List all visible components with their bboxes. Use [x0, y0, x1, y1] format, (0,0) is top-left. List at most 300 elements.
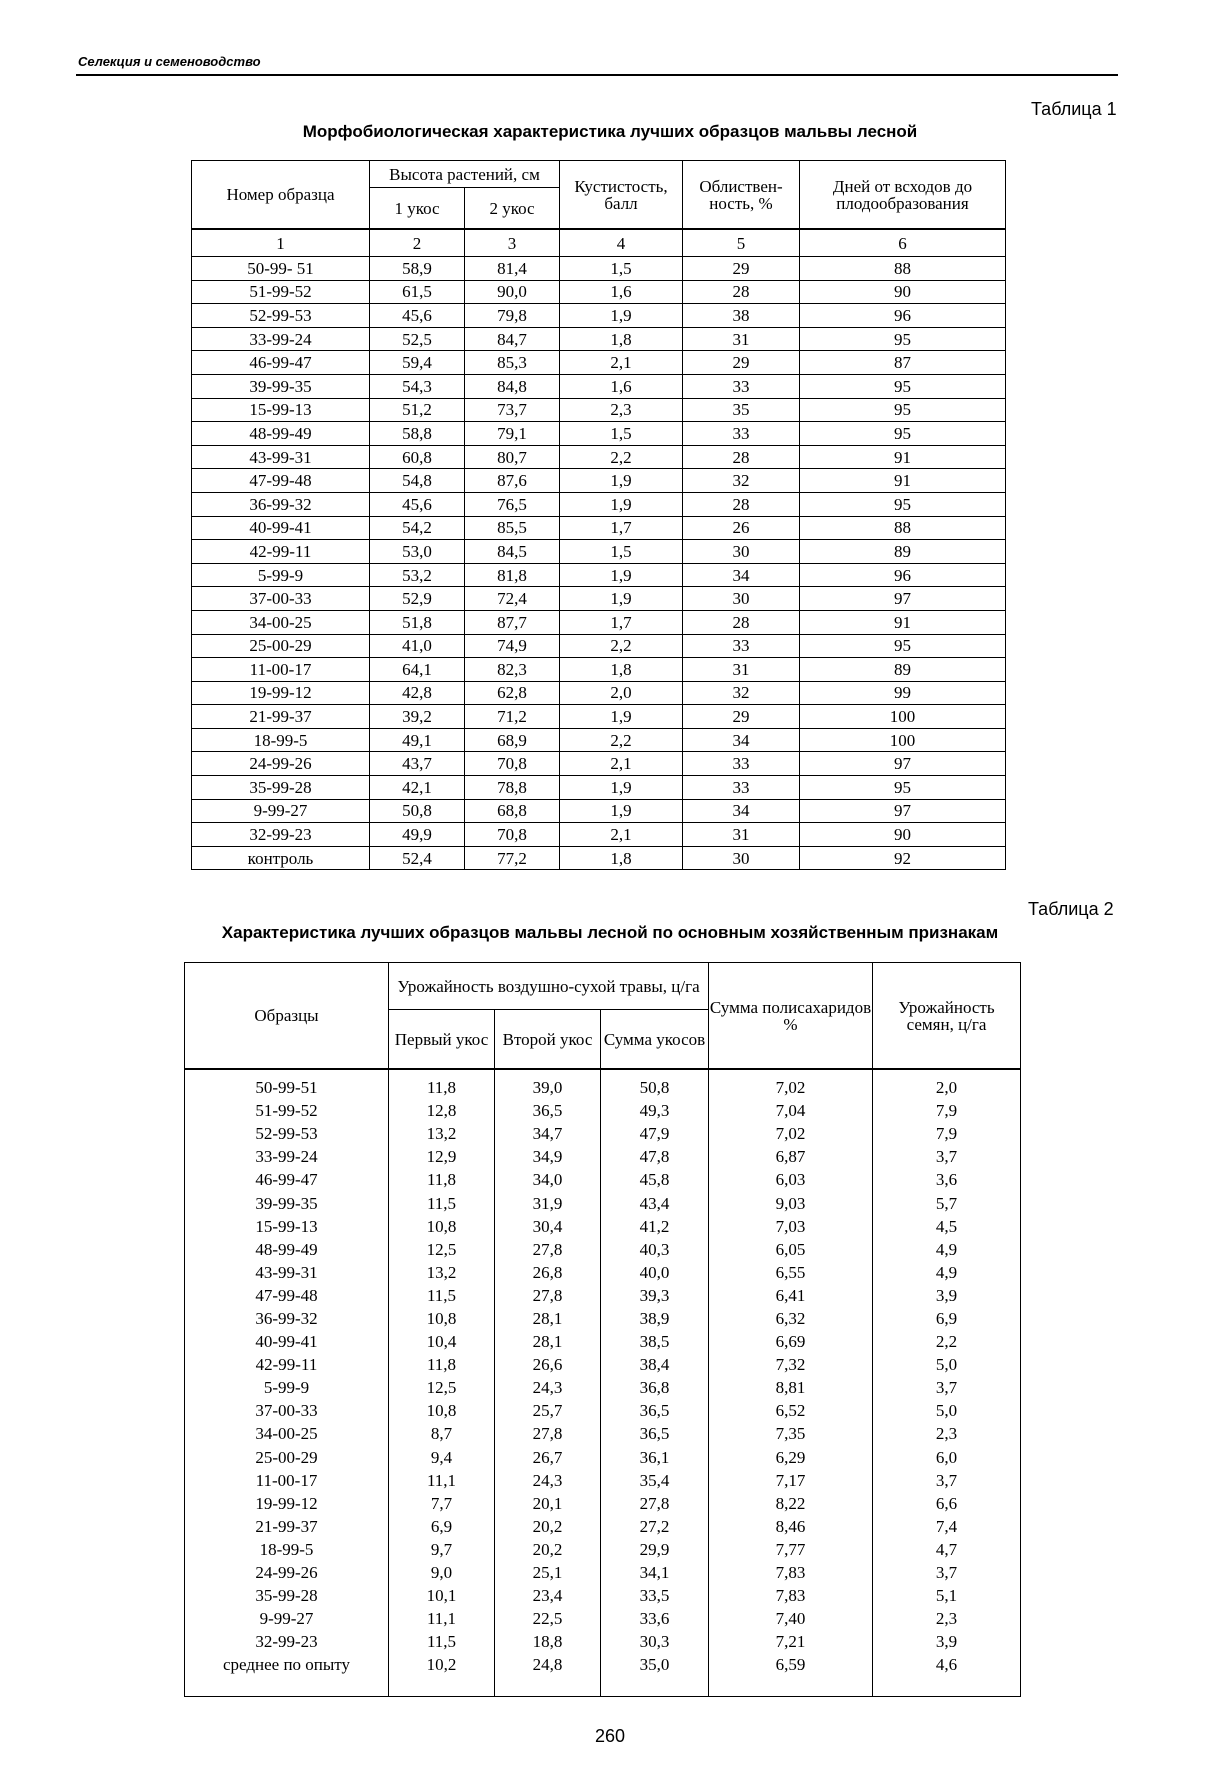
sample-cell: 48-99-49: [185, 1238, 389, 1261]
t2-header-second-cut: Второй укос: [495, 1010, 601, 1070]
value-cell: 33: [683, 374, 800, 398]
value-cell: 18,8: [495, 1630, 601, 1653]
value-cell: 54,3: [370, 374, 465, 398]
value-cell: 33,5: [601, 1584, 709, 1607]
t1-column-number: 3: [465, 229, 560, 257]
sample-cell: 52-99-53: [192, 304, 370, 328]
value-cell: 5,1: [873, 1584, 1021, 1607]
table-row: [192, 799, 1006, 823]
value-cell: 3,9: [873, 1284, 1021, 1307]
value-cell: 78,8: [465, 776, 560, 800]
table-row: [185, 1191, 1021, 1214]
value-cell: 28: [683, 492, 800, 516]
value-cell: 96: [800, 304, 1006, 328]
sample-cell: 47-99-48: [185, 1284, 389, 1307]
value-cell: 20,2: [495, 1515, 601, 1538]
table-row: [192, 422, 1006, 446]
value-cell: 1,8: [560, 846, 683, 870]
value-cell: 9,0: [389, 1561, 495, 1584]
value-cell: 43,4: [601, 1191, 709, 1214]
value-cell: 10,8: [389, 1215, 495, 1238]
value-cell: 6,41: [709, 1284, 873, 1307]
sample-cell: 18-99-5: [185, 1538, 389, 1561]
value-cell: 20,2: [495, 1538, 601, 1561]
value-cell: 82,3: [465, 658, 560, 682]
value-cell: 26,7: [495, 1446, 601, 1469]
table-row: [192, 752, 1006, 776]
table-row: [192, 658, 1006, 682]
t1-header-cut2: 2 укос: [465, 188, 560, 230]
table1-label: Таблица 1: [1031, 99, 1117, 119]
sample-cell: 11-00-17: [192, 658, 370, 682]
value-cell: 99: [800, 681, 1006, 705]
value-cell: 3,7: [873, 1145, 1021, 1168]
value-cell: 52,5: [370, 327, 465, 351]
value-cell: 81,8: [465, 563, 560, 587]
value-cell: 95: [800, 398, 1006, 422]
table-row: [192, 587, 1006, 611]
value-cell: 7,4: [873, 1515, 1021, 1538]
table-row: [185, 1515, 1021, 1538]
value-cell: 32: [683, 469, 800, 493]
value-cell: 10,4: [389, 1330, 495, 1353]
value-cell: 10,8: [389, 1307, 495, 1330]
table-row: [185, 1422, 1021, 1445]
value-cell: 49,3: [601, 1099, 709, 1122]
value-cell: 84,7: [465, 327, 560, 351]
value-cell: 6,6: [873, 1492, 1021, 1515]
value-cell: 10,2: [389, 1653, 495, 1697]
value-cell: 7,35: [709, 1422, 873, 1445]
sample-cell: 46-99-47: [185, 1168, 389, 1191]
table-row: [185, 1492, 1021, 1515]
table-row: [185, 1353, 1021, 1376]
value-cell: 7,77: [709, 1538, 873, 1561]
table-row: [185, 1330, 1021, 1353]
value-cell: 9,7: [389, 1538, 495, 1561]
value-cell: 22,5: [495, 1607, 601, 1630]
value-cell: 58,8: [370, 422, 465, 446]
value-cell: 10,1: [389, 1584, 495, 1607]
value-cell: 20,1: [495, 1492, 601, 1515]
t1-column-number: 2: [370, 229, 465, 257]
value-cell: 80,7: [465, 445, 560, 469]
table-row: [185, 1069, 1021, 1099]
value-cell: 51,8: [370, 610, 465, 634]
value-cell: 26,8: [495, 1261, 601, 1284]
value-cell: 42,8: [370, 681, 465, 705]
running-head: Селекция и семеноводство: [78, 54, 261, 69]
value-cell: 96: [800, 563, 1006, 587]
value-cell: 8,46: [709, 1515, 873, 1538]
table-row: [192, 374, 1006, 398]
sample-cell: 37-00-33: [192, 587, 370, 611]
value-cell: 40,0: [601, 1261, 709, 1284]
table-row: [192, 280, 1006, 304]
value-cell: 1,7: [560, 516, 683, 540]
value-cell: 28: [683, 445, 800, 469]
value-cell: 33: [683, 776, 800, 800]
table1: [191, 160, 1006, 870]
value-cell: 59,4: [370, 351, 465, 375]
sample-cell: 52-99-53: [185, 1122, 389, 1145]
sample-cell: 36-99-32: [192, 492, 370, 516]
value-cell: 77,2: [465, 846, 560, 870]
table2-label: Таблица 2: [1028, 899, 1114, 919]
sample-cell: 48-99-49: [192, 422, 370, 446]
value-cell: 7,03: [709, 1215, 873, 1238]
value-cell: 24,8: [495, 1653, 601, 1697]
t2-header-first-cut: Первый укос: [389, 1010, 495, 1070]
value-cell: 2,2: [873, 1330, 1021, 1353]
value-cell: 33,6: [601, 1607, 709, 1630]
table-row: [185, 1099, 1021, 1122]
value-cell: 10,8: [389, 1399, 495, 1422]
value-cell: 70,8: [465, 752, 560, 776]
value-cell: 35: [683, 398, 800, 422]
value-cell: 26,6: [495, 1353, 601, 1376]
value-cell: 33: [683, 752, 800, 776]
value-cell: 30: [683, 587, 800, 611]
table-row: [185, 1538, 1021, 1561]
value-cell: 85,3: [465, 351, 560, 375]
value-cell: 1,9: [560, 705, 683, 729]
value-cell: 34,1: [601, 1561, 709, 1584]
t1-column-numbers: [192, 229, 1006, 257]
value-cell: 9,4: [389, 1446, 495, 1469]
value-cell: 2,2: [560, 445, 683, 469]
value-cell: 38,5: [601, 1330, 709, 1353]
table-row: [185, 1145, 1021, 1168]
table-row: [192, 257, 1006, 281]
value-cell: 11,8: [389, 1353, 495, 1376]
value-cell: 2,0: [873, 1069, 1021, 1099]
value-cell: 76,5: [465, 492, 560, 516]
value-cell: 5,0: [873, 1399, 1021, 1422]
value-cell: 34,0: [495, 1168, 601, 1191]
value-cell: 6,32: [709, 1307, 873, 1330]
value-cell: 12,5: [389, 1238, 495, 1261]
value-cell: 36,5: [495, 1099, 601, 1122]
value-cell: 1,9: [560, 469, 683, 493]
sample-cell: 33-99-24: [185, 1145, 389, 1168]
value-cell: 3,7: [873, 1469, 1021, 1492]
table-row: [185, 1607, 1021, 1630]
value-cell: 89: [800, 658, 1006, 682]
sample-cell: 50-99-51: [185, 1069, 389, 1099]
value-cell: 41,0: [370, 634, 465, 658]
value-cell: 81,4: [465, 257, 560, 281]
value-cell: 1,5: [560, 422, 683, 446]
sample-cell: 50-99- 51: [192, 257, 370, 281]
value-cell: 27,8: [495, 1238, 601, 1261]
value-cell: 31: [683, 823, 800, 847]
table-row: [185, 1215, 1021, 1238]
value-cell: 84,8: [465, 374, 560, 398]
value-cell: 40,3: [601, 1238, 709, 1261]
sample-cell: 18-99-5: [192, 728, 370, 752]
sample-cell: 34-00-25: [185, 1422, 389, 1445]
value-cell: 90: [800, 280, 1006, 304]
value-cell: 30,4: [495, 1215, 601, 1238]
table2: [184, 962, 1021, 1697]
sample-cell: 21-99-37: [185, 1515, 389, 1538]
value-cell: 72,4: [465, 587, 560, 611]
value-cell: 35,4: [601, 1469, 709, 1492]
sample-cell: 25-00-29: [185, 1446, 389, 1469]
value-cell: 24,3: [495, 1469, 601, 1492]
value-cell: 43,7: [370, 752, 465, 776]
value-cell: 8,22: [709, 1492, 873, 1515]
value-cell: 54,2: [370, 516, 465, 540]
value-cell: 36,5: [601, 1422, 709, 1445]
value-cell: 73,7: [465, 398, 560, 422]
t1-header-height: Высота растений, см: [370, 161, 560, 188]
value-cell: 23,4: [495, 1584, 601, 1607]
table-row: [192, 398, 1006, 422]
value-cell: 31,9: [495, 1191, 601, 1214]
value-cell: 29,9: [601, 1538, 709, 1561]
value-cell: 24,3: [495, 1376, 601, 1399]
value-cell: 45,8: [601, 1168, 709, 1191]
value-cell: 1,9: [560, 492, 683, 516]
value-cell: 11,5: [389, 1630, 495, 1653]
sample-cell: 35-99-28: [192, 776, 370, 800]
value-cell: 1,8: [560, 658, 683, 682]
value-cell: 28,1: [495, 1307, 601, 1330]
sample-cell: 37-00-33: [185, 1399, 389, 1422]
value-cell: 27,8: [495, 1422, 601, 1445]
value-cell: 42,1: [370, 776, 465, 800]
value-cell: 95: [800, 422, 1006, 446]
value-cell: 30: [683, 846, 800, 870]
value-cell: 36,8: [601, 1376, 709, 1399]
table-row: [192, 681, 1006, 705]
t1-header-cut1: 1 укос: [370, 188, 465, 230]
value-cell: 11,8: [389, 1069, 495, 1099]
value-cell: 87,6: [465, 469, 560, 493]
value-cell: 11,1: [389, 1607, 495, 1630]
value-cell: 6,52: [709, 1399, 873, 1422]
value-cell: 74,9: [465, 634, 560, 658]
value-cell: 33: [683, 634, 800, 658]
sample-cell: 32-99-23: [185, 1630, 389, 1653]
sample-cell: 35-99-28: [185, 1584, 389, 1607]
value-cell: 25,7: [495, 1399, 601, 1422]
value-cell: 45,6: [370, 492, 465, 516]
t2-header-polysaccharides: Сумма полисахаридов %: [709, 963, 873, 1070]
table-row: [185, 1238, 1021, 1261]
table-row: [185, 1446, 1021, 1469]
value-cell: 36,1: [601, 1446, 709, 1469]
value-cell: 95: [800, 327, 1006, 351]
table-row: [185, 1168, 1021, 1191]
value-cell: 68,9: [465, 728, 560, 752]
value-cell: 2,1: [560, 752, 683, 776]
value-cell: 33: [683, 422, 800, 446]
value-cell: 27,8: [601, 1492, 709, 1515]
t1-header-sample: Номер образца: [192, 161, 370, 230]
value-cell: 1,9: [560, 799, 683, 823]
value-cell: 39,2: [370, 705, 465, 729]
value-cell: 100: [800, 705, 1006, 729]
value-cell: 9,03: [709, 1191, 873, 1214]
sample-cell: 43-99-31: [192, 445, 370, 469]
value-cell: 34,7: [495, 1122, 601, 1145]
value-cell: 3,7: [873, 1376, 1021, 1399]
value-cell: 70,8: [465, 823, 560, 847]
value-cell: 54,8: [370, 469, 465, 493]
value-cell: 1,7: [560, 610, 683, 634]
value-cell: 58,9: [370, 257, 465, 281]
table-row: [185, 1284, 1021, 1307]
value-cell: 7,02: [709, 1069, 873, 1099]
value-cell: 45,6: [370, 304, 465, 328]
value-cell: 13,2: [389, 1261, 495, 1284]
t1-column-number: 5: [683, 229, 800, 257]
sample-cell: 19-99-12: [185, 1492, 389, 1515]
value-cell: 29: [683, 257, 800, 281]
value-cell: 100: [800, 728, 1006, 752]
table-row: [185, 1399, 1021, 1422]
sample-cell: 39-99-35: [185, 1191, 389, 1214]
sample-cell: 51-99-52: [192, 280, 370, 304]
value-cell: 6,55: [709, 1261, 873, 1284]
value-cell: 6,03: [709, 1168, 873, 1191]
sample-cell: 25-00-29: [192, 634, 370, 658]
sample-cell: 51-99-52: [185, 1099, 389, 1122]
table-row: [185, 1630, 1021, 1653]
value-cell: 95: [800, 634, 1006, 658]
value-cell: 38,9: [601, 1307, 709, 1330]
table-row: [192, 327, 1006, 351]
table-row: [192, 610, 1006, 634]
table-row: [192, 304, 1006, 328]
table1-title: Морфобиологическая характеристика лучших образцов мальвы лесной: [302, 122, 918, 141]
sample-cell: 24-99-26: [185, 1561, 389, 1584]
value-cell: 92: [800, 846, 1006, 870]
value-cell: 41,2: [601, 1215, 709, 1238]
value-cell: 2,3: [873, 1607, 1021, 1630]
value-cell: 1,5: [560, 257, 683, 281]
sample-cell: 9-99-27: [185, 1607, 389, 1630]
value-cell: 6,9: [873, 1307, 1021, 1330]
value-cell: 1,9: [560, 304, 683, 328]
value-cell: 34: [683, 563, 800, 587]
value-cell: 12,9: [389, 1145, 495, 1168]
t1-column-number: 4: [560, 229, 683, 257]
value-cell: 53,2: [370, 563, 465, 587]
value-cell: 3,7: [873, 1561, 1021, 1584]
value-cell: 87,7: [465, 610, 560, 634]
value-cell: 34: [683, 799, 800, 823]
value-cell: 6,59: [709, 1653, 873, 1697]
value-cell: 90: [800, 823, 1006, 847]
value-cell: 11,8: [389, 1168, 495, 1191]
table-row: [192, 516, 1006, 540]
value-cell: 27,2: [601, 1515, 709, 1538]
value-cell: 87: [800, 351, 1006, 375]
value-cell: 85,5: [465, 516, 560, 540]
sample-cell: 11-00-17: [185, 1469, 389, 1492]
value-cell: 12,8: [389, 1099, 495, 1122]
value-cell: 97: [800, 587, 1006, 611]
sample-cell: контроль: [192, 846, 370, 870]
sample-cell: 39-99-35: [192, 374, 370, 398]
sample-cell: 47-99-48: [192, 469, 370, 493]
sample-cell: 21-99-37: [192, 705, 370, 729]
value-cell: 52,9: [370, 587, 465, 611]
value-cell: 36,5: [601, 1399, 709, 1422]
value-cell: 27,8: [495, 1284, 601, 1307]
value-cell: 7,17: [709, 1469, 873, 1492]
table-row: [185, 1653, 1021, 1697]
table-row: [185, 1307, 1021, 1330]
value-cell: 13,2: [389, 1122, 495, 1145]
value-cell: 39,3: [601, 1284, 709, 1307]
sample-cell: 5-99-9: [192, 563, 370, 587]
value-cell: 1,8: [560, 327, 683, 351]
value-cell: 1,6: [560, 280, 683, 304]
value-cell: 6,9: [389, 1515, 495, 1538]
value-cell: 5,0: [873, 1353, 1021, 1376]
sample-cell: 5-99-9: [185, 1376, 389, 1399]
page-number: 260: [594, 1726, 626, 1746]
sample-cell: 42-99-11: [185, 1353, 389, 1376]
t2-header-samples: Образцы: [185, 963, 389, 1070]
value-cell: 7,32: [709, 1353, 873, 1376]
value-cell: 25,1: [495, 1561, 601, 1584]
value-cell: 28: [683, 280, 800, 304]
value-cell: 34: [683, 728, 800, 752]
value-cell: 7,02: [709, 1122, 873, 1145]
value-cell: 4,9: [873, 1261, 1021, 1284]
value-cell: 12,5: [389, 1376, 495, 1399]
value-cell: 11,5: [389, 1284, 495, 1307]
sample-cell: 43-99-31: [185, 1261, 389, 1284]
sample-cell: 32-99-23: [192, 823, 370, 847]
table-row: [192, 846, 1006, 870]
value-cell: 3,6: [873, 1168, 1021, 1191]
value-cell: 71,2: [465, 705, 560, 729]
table-row: [185, 1584, 1021, 1607]
table-row: [185, 1469, 1021, 1492]
sample-cell: 33-99-24: [192, 327, 370, 351]
value-cell: 7,83: [709, 1561, 873, 1584]
table-row: [192, 351, 1006, 375]
value-cell: 97: [800, 799, 1006, 823]
value-cell: 29: [683, 705, 800, 729]
table-row: [185, 1376, 1021, 1399]
value-cell: 47,9: [601, 1122, 709, 1145]
table-row: [185, 1122, 1021, 1145]
value-cell: 2,2: [560, 728, 683, 752]
value-cell: 30,3: [601, 1630, 709, 1653]
value-cell: 2,0: [560, 681, 683, 705]
value-cell: 38,4: [601, 1353, 709, 1376]
sample-cell: 46-99-47: [192, 351, 370, 375]
value-cell: 97: [800, 752, 1006, 776]
value-cell: 2,1: [560, 351, 683, 375]
value-cell: 2,3: [560, 398, 683, 422]
value-cell: 1,9: [560, 776, 683, 800]
table-row: [185, 1561, 1021, 1584]
value-cell: 7,40: [709, 1607, 873, 1630]
value-cell: 52,4: [370, 846, 465, 870]
t2-header-yield-hay: Урожайность воздушно-сухой травы, ц/га: [389, 963, 709, 1010]
value-cell: 1,6: [560, 374, 683, 398]
sample-cell: 24-99-26: [192, 752, 370, 776]
